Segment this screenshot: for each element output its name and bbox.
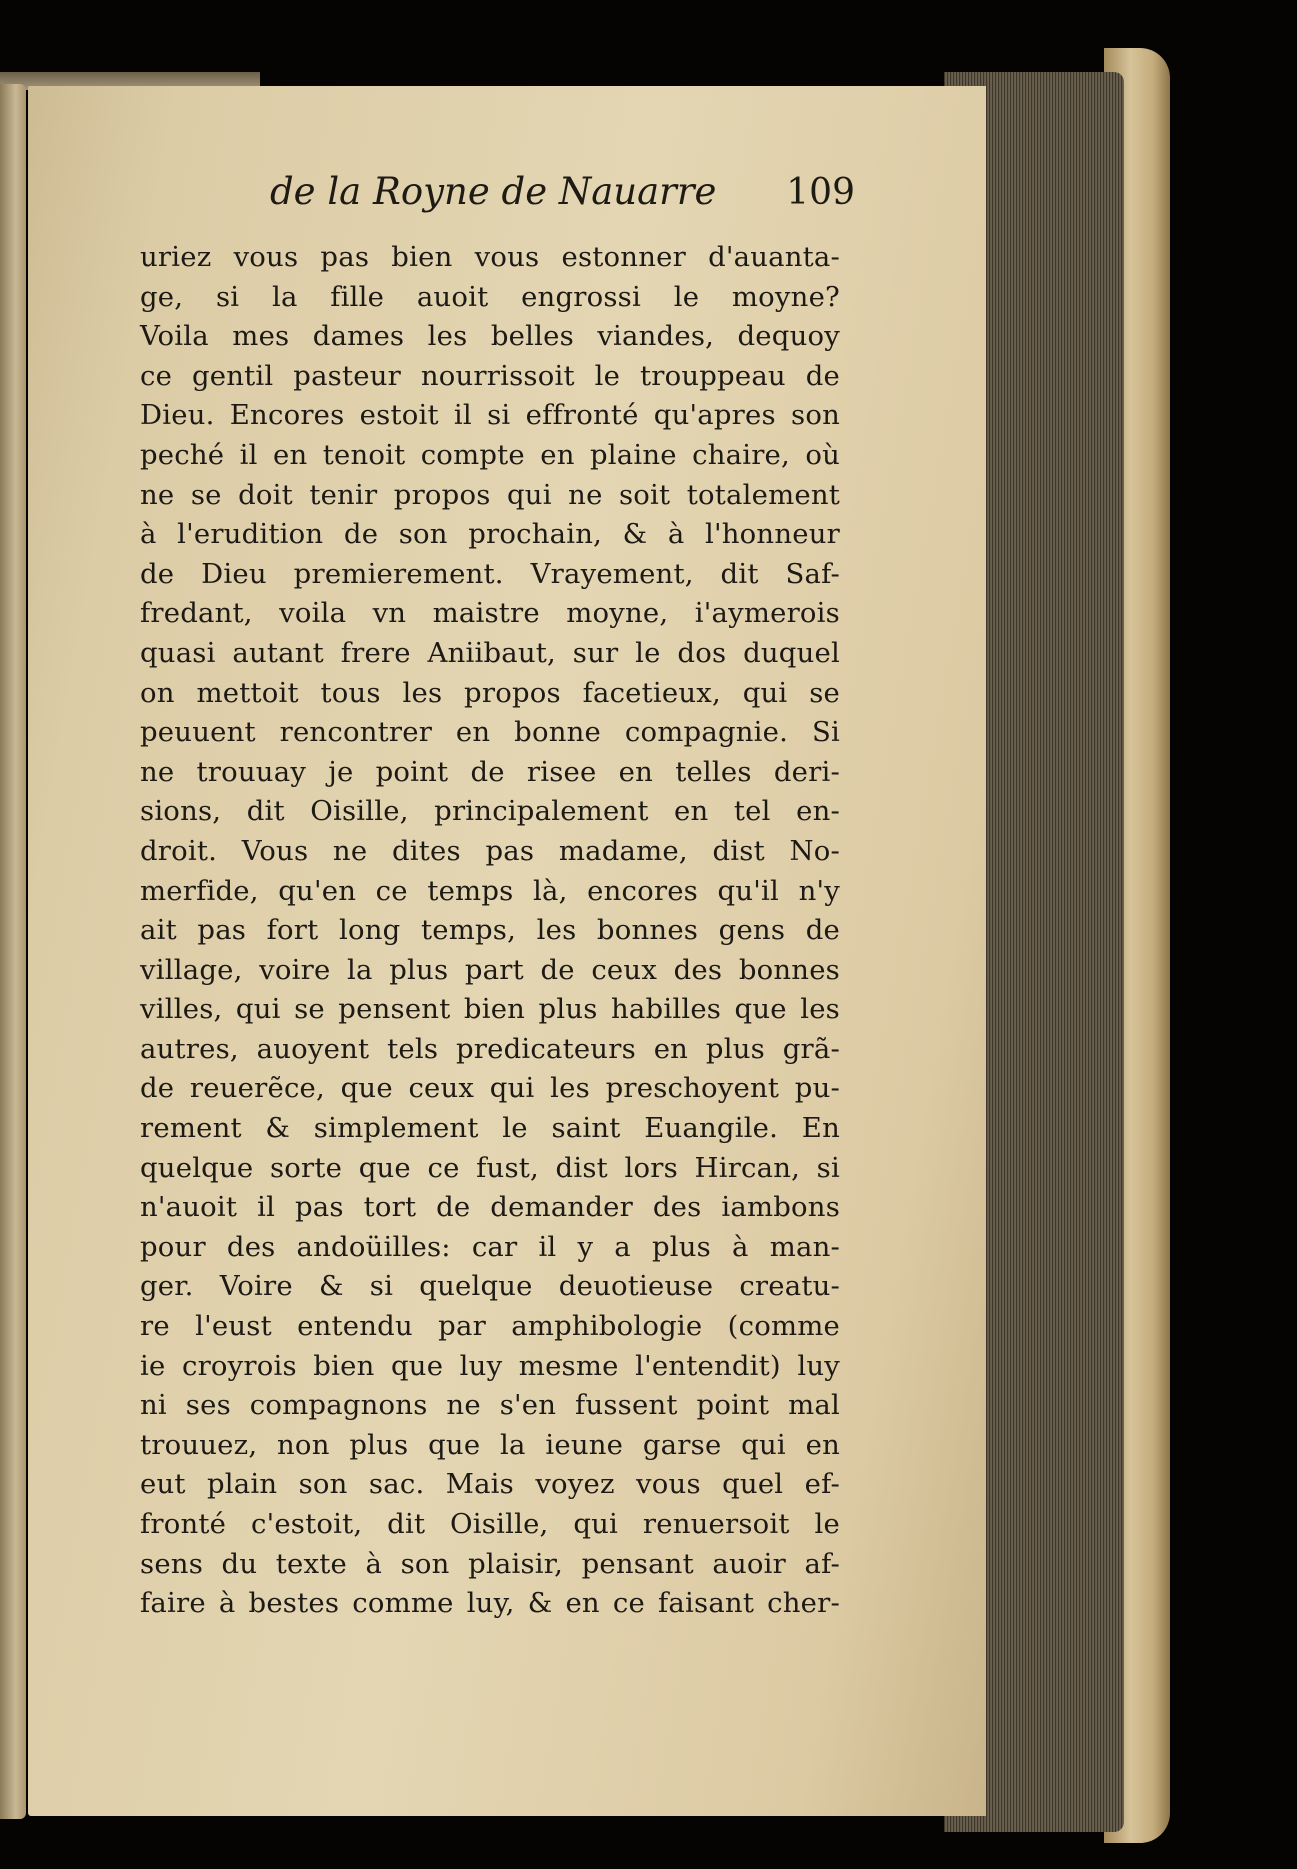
text-line: ne trouuay je point de risee en telles deri- <box>140 755 840 788</box>
text-line: ie croyrois bien que luy mesme l'entendit) luy <box>140 1349 840 1382</box>
text-line: sens du texte à son plaisir, pensant auoir af- <box>140 1547 840 1580</box>
text-line: quelque sorte que ce fust, dist lors Hircan, si <box>140 1151 840 1184</box>
text-line: peché il en tenoit compte en plaine chaire, où <box>140 438 840 471</box>
text-line: de Dieu premierement. Vrayement, dit Saf- <box>140 557 840 590</box>
text-line: ge, si la fille auoit engrossi le moyne? <box>140 280 840 313</box>
text-line: ait pas fort long temps, les bonnes gens de <box>140 914 840 947</box>
text-line: uriez vous pas bien vous estonner d'auanta- <box>140 241 840 273</box>
text-line: Dieu. Encores estoit il si effronté qu'apres son <box>140 399 840 432</box>
text-line: rement & simplement le saint Euangile. En <box>140 1112 840 1145</box>
text-line: merfide, qu'en ce temps là, encores qu'il n'y <box>140 874 840 907</box>
text-line: droit. Vous ne dites pas madame, dist No- <box>140 834 840 867</box>
text-line: quasi autant frere Aniibaut, sur le dos duquel <box>140 636 840 669</box>
text-line: fredant, voila vn maistre moyne, i'aymerois <box>140 597 840 630</box>
text-line: faire à bestes comme luy, & en ce faisant cher- <box>140 1587 840 1620</box>
text-line: trouuez, non plus que la ieune garse qui en <box>140 1428 840 1461</box>
text-line: à l'erudition de son prochain, & à l'honneur <box>140 518 840 551</box>
text-line: pour des andoüilles: car il y a plus à man- <box>140 1230 840 1263</box>
text-line: eut plain son sac. Mais voyez vous quel ef- <box>140 1468 840 1501</box>
text-line: villes, qui se pensent bien plus habilles que les <box>140 993 840 1026</box>
text-line: autres, auoyent tels predicateurs en plus grã- <box>140 1032 840 1065</box>
text-line: ger. Voire & si quelque deuotieuse creatu- <box>140 1270 840 1303</box>
text-line: ni ses compagnons ne s'en fussent point mal <box>140 1389 840 1422</box>
text-line: de reuerẽce, que ceux qui les preschoyent pu- <box>140 1072 840 1105</box>
text-line: ce gentil pasteur nourrissoit le trouppeau de <box>140 359 840 392</box>
text-line: on mettoit tous les propos facetieux, qui se <box>140 676 840 709</box>
body-text <box>140 238 840 1624</box>
running-head: de la Royne de Nauarre <box>270 170 717 213</box>
text-line: sions, dit Oisille, principalement en tel en- <box>140 795 840 828</box>
text-line: ne se doit tenir propos qui ne soit totalement <box>140 478 840 511</box>
text-line: Voila mes dames les belles viandes, dequoy <box>140 320 840 353</box>
text-line: fronté c'estoit, dit Oisille, qui renuersoit le <box>140 1508 840 1540</box>
text-line: village, voire la plus part de ceux des bonnes <box>140 953 840 986</box>
text-line: peuuent rencontrer en bonne compagnie. Si <box>140 716 840 749</box>
text-line: n'auoit il pas tort de demander des iambons <box>140 1191 840 1224</box>
page-number: 109 <box>786 172 855 213</box>
left-page-edge <box>0 84 26 1819</box>
text-line: re l'eust entendu par amphibologie (comme <box>140 1310 840 1343</box>
